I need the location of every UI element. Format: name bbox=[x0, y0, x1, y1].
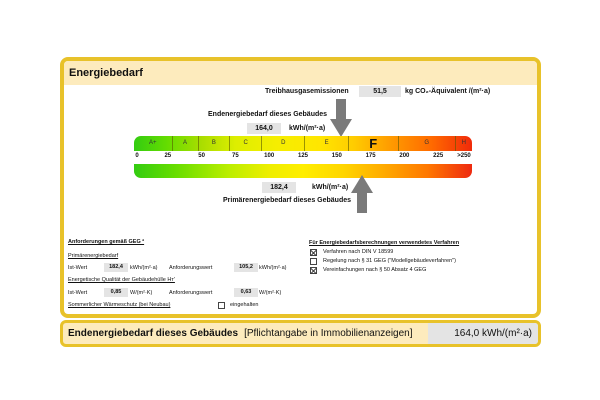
primary-energy-arrow-icon bbox=[351, 173, 373, 213]
end-energy-value: 164,0 bbox=[247, 123, 281, 134]
end-energy-label: Endenergiebedarf dieses Gebäudes bbox=[208, 111, 328, 118]
summary-value: 164,0 kWh/(m²·a) bbox=[428, 323, 538, 344]
method-simplifications-checkbox[interactable] bbox=[310, 267, 317, 274]
energy-class-h: H bbox=[461, 140, 466, 146]
emissions-unit: kg CO₂-Äquivalent /(m²·a) bbox=[405, 88, 491, 95]
primary-energy-value: 182,4 bbox=[262, 182, 296, 193]
primary-req-value: 105,2 bbox=[234, 263, 258, 272]
energy-class-scale bbox=[134, 136, 472, 151]
emissions-label: Treibhausgasemissionen bbox=[265, 88, 349, 95]
envelope-req-unit: W/(m²·K) bbox=[259, 290, 282, 296]
envelope-ist-unit: W/(m²·K) bbox=[130, 290, 153, 296]
energy-class-b: B bbox=[199, 136, 231, 151]
scale-tick: 50 bbox=[198, 153, 205, 159]
energy-class-d: D bbox=[262, 136, 305, 151]
primary-req-label: Anforderungswert bbox=[169, 265, 213, 271]
envelope-req-label: Anforderungswert bbox=[169, 290, 213, 296]
energy-class-c: C bbox=[230, 136, 262, 151]
energy-class-a: A bbox=[173, 136, 199, 151]
primary-energy-unit: kWh/(m²·a) bbox=[312, 184, 349, 191]
methods-title: Für Energiebedarfsberechnungen verwendetes Verfahren bbox=[309, 240, 460, 246]
scale-tick: 200 bbox=[399, 153, 410, 159]
envelope-ist-value: 0,85 bbox=[104, 288, 128, 297]
energy-class-f: F bbox=[349, 136, 399, 151]
summary-note: [Pflichtangabe in Immobilienanzeigen] bbox=[244, 328, 413, 339]
primary-req-unit: kWh/(m²·a) bbox=[259, 265, 287, 271]
scale-tick: 0 bbox=[135, 153, 139, 159]
emissions-value: 51,5 bbox=[359, 86, 401, 97]
envelope-req-value: 0,63 bbox=[234, 288, 258, 297]
scale-tick: >250 bbox=[457, 153, 471, 159]
panel-title: Energiebedarf bbox=[64, 61, 537, 85]
scale-tick: 100 bbox=[264, 153, 275, 159]
energy-class-aplus: A+ bbox=[134, 136, 173, 151]
energy-gradient-bar bbox=[134, 164, 472, 178]
summer-protection-check-label: eingehalten bbox=[230, 302, 259, 308]
energy-class-e: E bbox=[305, 136, 348, 151]
scale-tick: 225 bbox=[433, 153, 444, 159]
scale-ticks bbox=[134, 153, 472, 163]
scale-tick: 175 bbox=[365, 153, 376, 159]
scale-tick: 150 bbox=[331, 153, 342, 159]
method-din-label: Verfahren nach DIN V 18599 bbox=[323, 249, 394, 255]
primary-ist-value: 182,4 bbox=[104, 263, 128, 272]
end-energy-summary-bar bbox=[60, 320, 541, 347]
end-energy-unit: kWh/(m²·a) bbox=[289, 125, 326, 132]
requirements-title: Anforderungen gemäß GEG ² bbox=[68, 239, 145, 245]
end-energy-arrow-icon bbox=[330, 99, 352, 139]
envelope-title: Energetische Qualität der Gebäudehülle Hт' bbox=[68, 277, 175, 283]
primary-ist-unit: kWh/(m²·a) bbox=[130, 265, 158, 271]
summer-protection-checkbox[interactable] bbox=[218, 302, 225, 309]
scale-tick: 75 bbox=[232, 153, 239, 159]
primary-ist-label: Ist-Wert bbox=[68, 265, 88, 271]
summary-title: Endenergiebedarf dieses Gebäudes bbox=[68, 328, 239, 339]
summer-protection-title: Sommerlicher Wärmeschutz (bei Neubau) bbox=[68, 302, 171, 308]
envelope-ist-label: Ist-Wert bbox=[68, 290, 88, 296]
scale-tick: 125 bbox=[297, 153, 309, 159]
method-din-checkbox[interactable] bbox=[310, 249, 317, 256]
method-simplifications-label: Vereinfachungen nach § 50 Absatz 4 GEG bbox=[323, 267, 427, 273]
primary-energy-label: Primärenergiebedarf dieses Gebäudes bbox=[223, 197, 351, 204]
method-model-building-checkbox[interactable] bbox=[310, 258, 317, 265]
energy-demand-panel bbox=[60, 57, 541, 318]
energy-class-g: G bbox=[399, 136, 456, 151]
primary-req-title: Primärenergiebedarf bbox=[68, 253, 119, 259]
method-model-building-label: Regelung nach § 31 GEG ("Modellgebäudeverfahren") bbox=[323, 258, 456, 264]
scale-tick: 25 bbox=[164, 153, 172, 159]
